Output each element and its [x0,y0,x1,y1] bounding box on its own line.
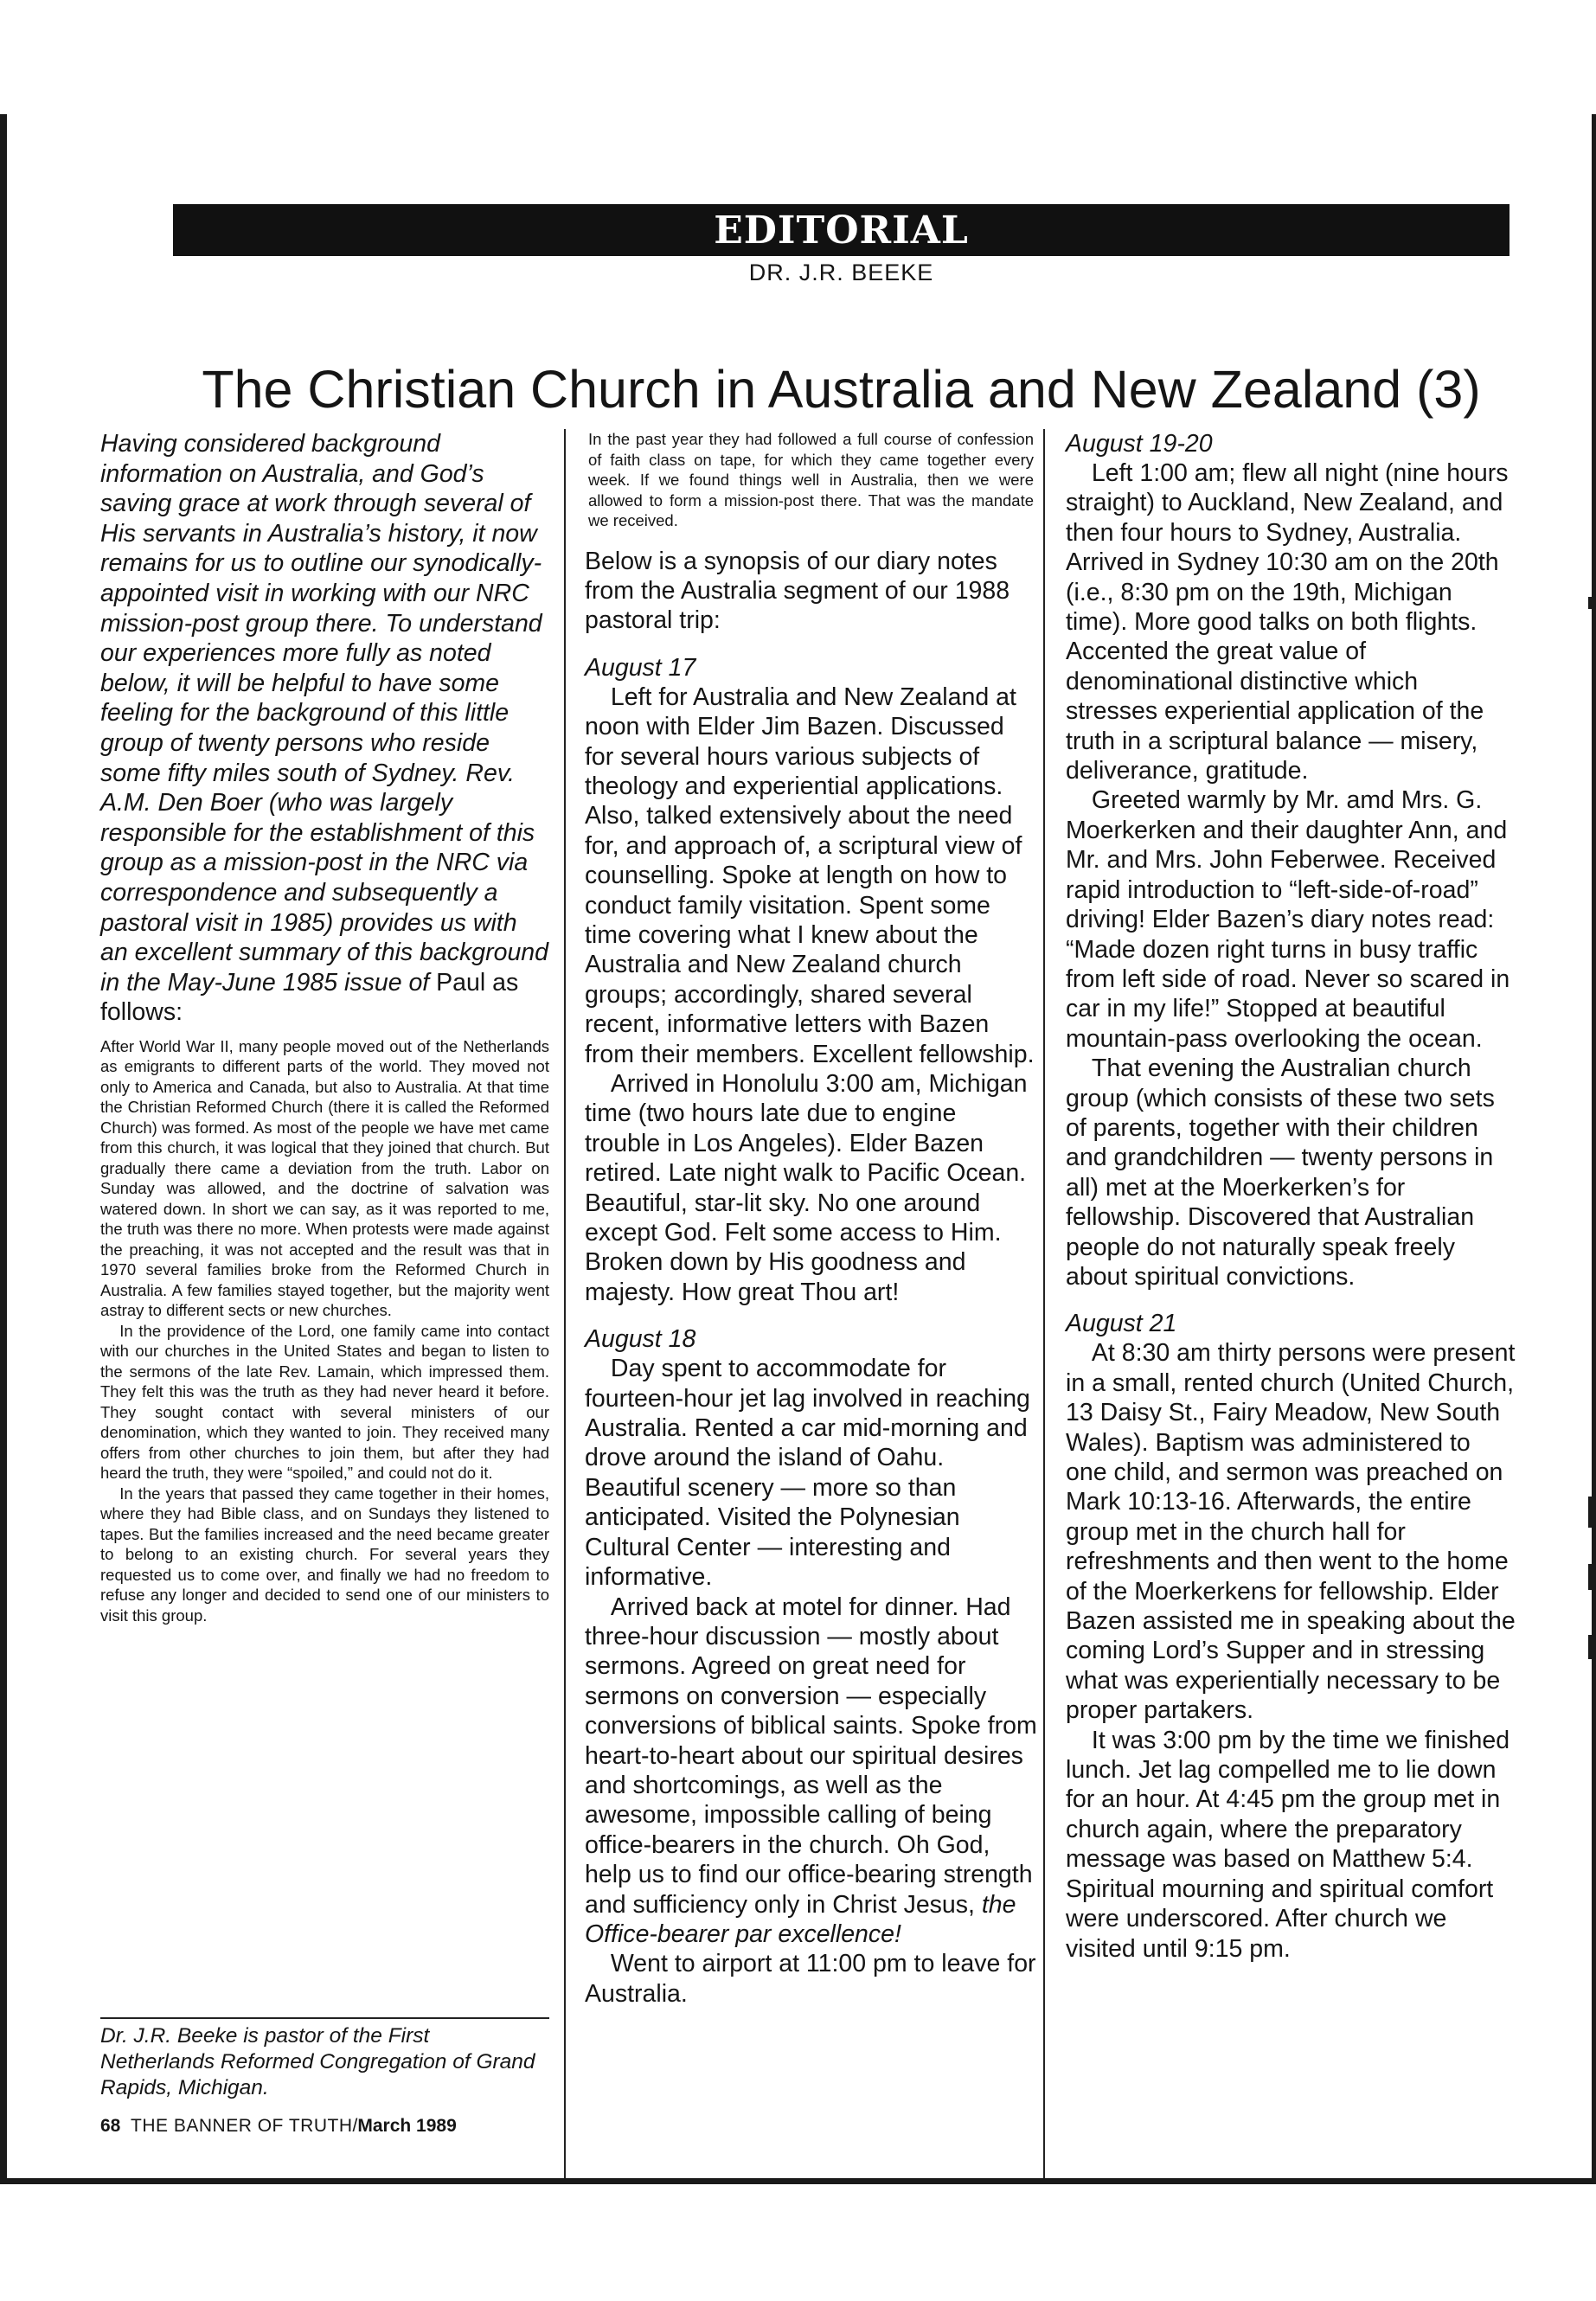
column-divider [564,429,566,2178]
scan-edge-left [0,114,7,2182]
scan-edge-mark [1588,597,1596,609]
scan-edge-mark [1588,1564,1596,1590]
diary-paragraph: Greeted warmly by Mr. amd Mrs. G. Moerkerken and their daughter Ann, and Mr. and Mrs. John Feberwee. Received rapid introduction to “left-side-of-road” driving! Elder Bazen’s diary notes read: “Made dozen right turns in busy traffic from left side of road. Never so scared in car in my life!” Stopped at beautiful mountain-pass overlooking the ocean. [1066,786,1510,1053]
page-number: 68 [100,2116,121,2136]
quote-paragraph: In the providence of the Lord, one family came into contact with our churches in the United States and began to listen to the sermons of the late Rev. Lamain, which impressed them. They felt this was the truth as they had never heard it before. They sought contact with several ministers of our denomination, which they wanted to join. They received many offers from other churches to join them, but after they had heard the truth, they were “spoiled,” and could not do it. [100,1321,549,1483]
scan-edge-right [1592,114,1596,2182]
column-3 [1066,429,1516,1964]
diary-text: Arrived back at motel for dinner. Had three-hour discussion — mostly about sermons. Agreed on great need for sermons on conversion — especially conversions of biblical saints. Spoke from heart-to-heart about our spiritual desires and shortcomings, as well as the awesome, impossible calling of being office-bearers in the church. Oh God, help us to find our office-bearing strength and sufficiency only in Christ Jesus, [585,1593,1037,1919]
folio-separator: / [352,2116,358,2136]
intro-text: Having considered background information on Australia, and God’s saving grace at work through several of His servants in Australia’s history, it now remains for us to outline our synodically-appointed visit in working with our NRC mission-post group there. To understand our experiences more fully as noted below, it will be helpful to have some feeling for the background of this little group of twenty persons who reside some fifty miles south of Sydney. Rev. A.M. Den Boer (who was largely responsible for the establishment of this group as a mission-post in the NRC via correspondence and subsequently a pastoral visit in 1985) provides us with an excellent summary of this background in the May-June 1985 issue of [100,430,549,997]
diary-date: August 21 [1066,1310,1177,1338]
scan-edge-bottom [0,2178,1596,2184]
author-byline: DR. J.R. BEEKE [748,260,934,285]
article-headline: The Christian Church in Australia and New Zealand (3) [202,360,1481,419]
author-footnote: Dr. J.R. Beeke is pastor of the First Netherlands Reformed Congregation of Grand Rapids, Michigan. [100,2024,535,2099]
diary-emphasis: par excellence! [735,1920,901,1948]
scan-margin-top [0,0,1596,114]
diary-paragraph: That evening the Australian church group (which consists of these two sets of parents, together with their children and grandchildren — twenty persons in all) met at the Moerkerken’s for fellowship. Discovered that Australian people do not naturally speak freely about spiritual convictions. [1066,1054,1495,1291]
diary-paragraph [585,1593,1037,1950]
publication-name: THE BANNER OF TRUTH [131,2116,353,2136]
issue-date: March 1989 [357,2116,457,2136]
quote-paragraph: After World War II, many people moved out of the Netherlands as emigrants to different parts of the world. They moved not only to America and Canada, but also to Australia. At that time the Christian Reformed Church (there it is called the Reformed Church) was formed. As most of the people we have met came from this church, it was logical that they joined that church. But gradually there came a deviation from the truth. Labor on Sunday was allowed, and the doctrine of salvation was watered down. In short we can say, as it was reported to me, the truth was there no more. When protests were made against the preaching, it was not accepted and the result was that in 1970 several families broke from the Reformed Church in Australia. A few families stayed together, but the majority went astray to different sects or new churches. [100,1036,549,1320]
footnote-rule [100,2017,549,2019]
diary-paragraph: Arrived in Honolulu 3:00 am, Michigan time (two hours late due to engine trouble in Los Angeles). Elder Bazen retired. Late night walk to Pacific Ocean. Beautiful, star-lit sky. No one around except God. Felt some access to Him. Broken down by His goodness and majesty. How great Thou art! [585,1070,1028,1306]
quote-paragraph: In the years that passed they came together in their homes, where they had Bible class, and on Sundays they listened to tapes. But the families increased and the need became greater to belong to an existing church. For several years they requested us to come over, and finally we had no freedom to refuse any longer and decided to send one of our ministers to visit this group. [100,1484,549,1625]
column-divider [1043,429,1045,2178]
quote-paragraph: In the past year they had followed a full course of confession of faith class on tape, for which they came together every week. If we found things well in Australia, then we were allowed to form a mission-post there. That was the mandate we received. [588,430,1034,529]
column-2 [585,429,1037,2009]
diary-date: August 17 [585,653,696,682]
section-banner: EDITORIAL [173,204,1509,256]
intro-tail: Paul as follows: [100,968,519,1027]
diary-emphasis: the Office-bearer [585,1890,1016,1948]
diary-paragraph: Left 1:00 am; flew all night (nine hours straight) to Auckland, New Zealand, and then four hours to Sydney, Australia. Arrived in Sydney 10:30 am on the 20th (i.e., 8:30 pm on the 19th, Michigan time). More good talks on both flights. Accented the great value of denominational distinctive which stresses experiential application of the truth in a scriptural balance — misery, deliverance, gratitude. [1066,459,1509,785]
page-folio [100,2116,457,2137]
diary-date: August 19-20 [1066,430,1213,458]
diary-paragraph: Went to airport at 11:00 pm to leave for Australia. [585,1950,1036,2008]
diary-paragraph: It was 3:00 pm by the time we finished lunch. Jet lag compelled me to lie down for an hour. At 4:45 pm the group met in church again, where the preparatory message was based on Matthew 5:4. Spiritual mourning and spiritual comfort were underscored. After church we visited until 9:15 pm. [1066,1726,1510,1963]
diary-paragraph: Day spent to accommodate for fourteen-hour jet lag involved in reaching Australia. Rented a car mid-morning and drove around the island of Oahu. Beautiful scenery — more so than anticipated. Visited the Polynesian Cultural Center — interesting and informative. [585,1355,1030,1592]
diary-date: August 18 [585,1325,696,1354]
scan-edge-mark [1588,1497,1596,1528]
diary-paragraph: At 8:30 am thirty persons were present in a small, rented church (United Church, 13 Daisy St., Fairy Meadow, New South Wales). Baptism was administered to one child, and sermon was preached on Mark 10:13-16. Afterwards, the entire group met in the church hall for refreshments and then went to the home of the Moerkerkens for fellowship. Elder Bazen assisted me in speaking about the coming Lord’s Supper and in stressing what was experientially necessary to be proper partakers. [1066,1339,1516,1725]
intro-paragraph [100,429,549,1028]
scan-edge-mark [1588,1635,1596,1659]
synopsis-paragraph: Below is a synopsis of our diary notes from the Australia segment of our 1988 pastoral trip: [585,547,1010,635]
diary-paragraph: Left for Australia and New Zealand at noon with Elder Jim Bazen. Discussed for several hours various subjects of theology and experiential applications. Also, talked extensively about the need for, and approach of, a scriptural view of counselling. Spoke at length on how to conduct family visitation. Spent some time covering what I knew about the Australia and New Zealand church groups; accordingly, shared several recent, informative letters with Bazen from their members. Excellent fellowship. [585,683,1035,1068]
column-1 [100,429,549,1625]
